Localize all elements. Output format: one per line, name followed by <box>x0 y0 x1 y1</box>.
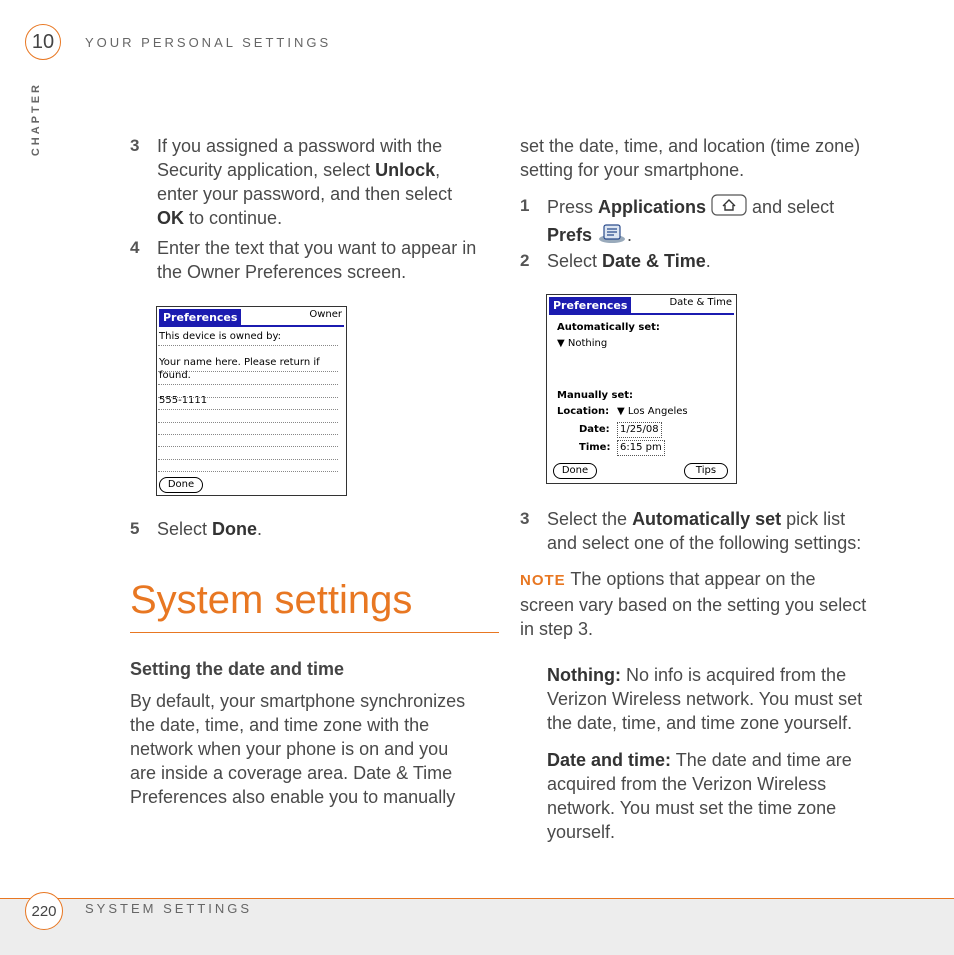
text-line <box>547 748 907 772</box>
done-button[interactable]: Done <box>159 477 203 493</box>
page-number: 220 <box>31 902 57 920</box>
text-line: acquired from the Verizon Wireless <box>547 774 827 794</box>
left-step-4 <box>130 236 500 284</box>
date-time-screen <box>546 294 737 484</box>
dotted-line <box>158 446 338 447</box>
text-span: Select <box>547 251 603 271</box>
owner-preferences-screen <box>156 306 347 496</box>
title-rule <box>549 313 734 315</box>
header-title: YOUR PERSONAL SETTINGS <box>85 35 332 50</box>
text-line: screen vary based on the setting you select <box>520 595 867 615</box>
text-line: in step 3. <box>520 619 594 639</box>
right-step-1 <box>520 194 900 250</box>
step-number: 3 <box>520 509 530 528</box>
dotted-line <box>158 384 338 385</box>
text-span: Select <box>157 519 213 539</box>
text-line <box>547 222 900 250</box>
text-span: The date and time are <box>671 750 852 770</box>
step-number: 5 <box>130 519 140 538</box>
note-block <box>520 567 900 641</box>
text-span: and select <box>747 196 835 217</box>
bold-text: Date & Time <box>602 251 706 271</box>
step-number: 3 <box>130 136 140 155</box>
text-line <box>547 507 900 531</box>
done-button[interactable]: Done <box>553 463 597 479</box>
page-number-badge <box>25 892 63 930</box>
bold-text: Done <box>212 519 258 539</box>
text-line: Verizon Wireless network. You must set <box>547 689 863 709</box>
text-line: Preferences also enable you to manually <box>130 787 456 807</box>
bold-text: Nothing: <box>547 665 621 685</box>
text-line: setting for your smartphone. <box>520 160 745 180</box>
text-span: . <box>627 224 633 245</box>
dotted-line <box>158 459 338 460</box>
auto-set-label: Automatically set: <box>557 322 660 333</box>
text-span: to continue. <box>184 208 283 228</box>
text-line <box>157 206 500 230</box>
text-line: Enter the text that you want to appear in <box>157 238 477 258</box>
bold-text: Automatically set <box>632 509 782 529</box>
note-label: NOTE <box>520 572 566 589</box>
date-label: Date: <box>579 424 610 435</box>
subheading: Setting the date and time <box>130 659 345 679</box>
home-icon <box>711 194 747 222</box>
right-continuation <box>520 134 900 182</box>
text-line: enter your password, and then select <box>157 184 453 204</box>
text-line <box>157 517 500 541</box>
text-line: and select one of the following settings: <box>547 533 862 553</box>
text-line: the Owner Preferences screen. <box>157 262 407 282</box>
bold-text: OK <box>157 208 184 228</box>
text-span: The options that appear on the <box>565 569 816 589</box>
bold-text: Applications <box>598 196 707 217</box>
owner-line: found. <box>159 370 191 381</box>
text-span: No info is acquired from the <box>620 665 847 685</box>
dotted-line <box>158 434 338 435</box>
text-line <box>157 158 500 182</box>
step-number: 2 <box>520 251 530 270</box>
text-line <box>520 567 900 593</box>
text-line <box>547 663 907 687</box>
time-label: Time: <box>579 442 611 453</box>
dotted-line <box>158 471 338 472</box>
text-line: set the date, time, and location (time zone) <box>520 136 861 156</box>
screen-title: Date & Time <box>669 297 732 308</box>
dotted-line <box>158 345 338 346</box>
text-line <box>547 194 900 222</box>
preferences-tab: Preferences <box>549 297 631 314</box>
left-step-5 <box>130 517 500 541</box>
text-line: If you assigned a password with the <box>157 136 443 156</box>
prefs-icon <box>597 222 627 250</box>
footer-title: SYSTEM SETTINGS <box>85 901 253 916</box>
text-span: Press <box>547 196 599 217</box>
title-rule <box>159 325 344 327</box>
right-step-2 <box>520 249 900 273</box>
bold-text: Date and time: <box>547 750 672 770</box>
text-line <box>547 249 900 273</box>
location-picklist[interactable] <box>617 406 688 417</box>
text-span: , <box>435 160 441 180</box>
option-nothing <box>547 663 907 735</box>
dotted-line <box>158 397 338 398</box>
text-line: are inside a coverage area. Date & Time <box>130 763 453 783</box>
owner-line: Your name here. Please return if <box>159 357 320 368</box>
option-date-and-time <box>547 748 907 844</box>
text-line: By default, your smartphone synchronizes <box>130 691 466 711</box>
section-rule <box>130 632 499 633</box>
text-line: network. You must set the time zone <box>547 798 837 818</box>
text-span: Security application, select <box>157 160 376 180</box>
text-span: pick list <box>781 509 846 529</box>
text-line: the date, time, and time zone with the <box>130 715 430 735</box>
chapter-number: 10 <box>31 30 55 53</box>
auto-set-value: Nothing <box>567 338 608 349</box>
left-step-3 <box>130 134 500 230</box>
location-label: Location: <box>557 406 610 417</box>
owner-line: This device is owned by: <box>159 331 282 342</box>
section-body <box>130 689 500 809</box>
location-value: Los Angeles <box>627 406 688 417</box>
text-line: the date, time, and time zone yourself. <box>547 713 853 733</box>
auto-set-picklist[interactable] <box>557 338 607 349</box>
manual-set-label: Manually set: <box>557 390 634 401</box>
step-number: 4 <box>130 238 140 257</box>
chapter-side-label: CHAPTER <box>30 82 42 157</box>
step-number: 1 <box>520 196 530 215</box>
bold-text: Unlock <box>375 160 436 180</box>
dropdown-triangle-icon: ▼ <box>617 406 625 417</box>
section-title: System settings <box>130 578 413 622</box>
dotted-line <box>158 409 338 410</box>
dropdown-triangle-icon: ▼ <box>557 338 565 349</box>
bold-text: Prefs <box>547 224 593 245</box>
text-span: . <box>257 519 263 539</box>
right-step-3 <box>520 507 900 555</box>
time-selector[interactable]: 6:15 pm <box>617 440 665 456</box>
owner-line: 555-1111 <box>159 395 208 406</box>
text-line: network when your phone is on and you <box>130 739 449 759</box>
tips-button[interactable]: Tips <box>684 463 728 479</box>
text-span: . <box>705 251 711 271</box>
dotted-line <box>158 422 338 423</box>
date-selector[interactable]: 1/25/08 <box>617 422 662 438</box>
text-span: Select the <box>547 509 633 529</box>
screen-title: Owner <box>309 309 342 320</box>
text-line: yourself. <box>547 822 616 842</box>
chapter-number-badge <box>25 24 61 60</box>
preferences-tab: Preferences <box>159 309 241 326</box>
